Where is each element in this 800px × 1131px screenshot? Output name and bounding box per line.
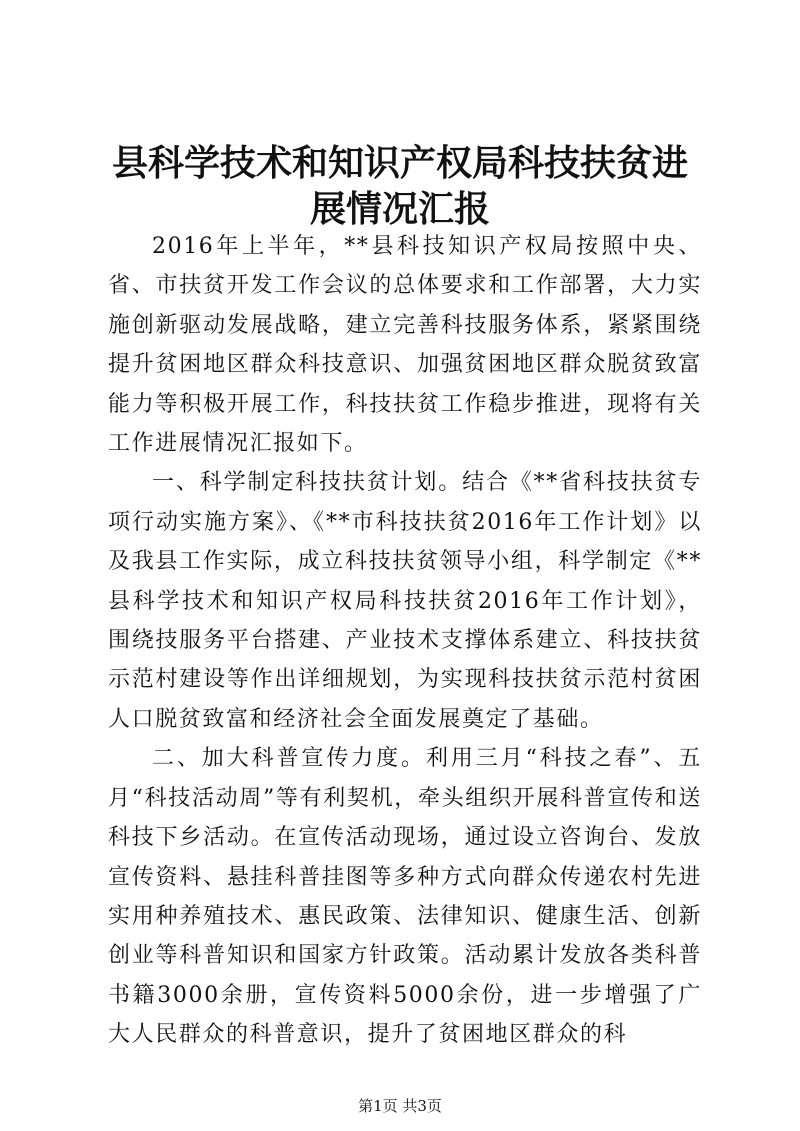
document-title: 县科学技术和知识产权局科技扶贫进展情况汇报	[111, 142, 688, 230]
paragraph-intro: 2016年上半年，**县科技知识产权局按照中央、省、市扶贫开发工作会议的总体要求和工作部署，大力实施创新驱动发展战略，建立完善科技服务体系，紧紧围绕提升贫困地区群众科技意识、加强贫困地区群众脱贫致富能力等积极开展工作，科技扶贫工作稳步推进，现将有关工作进展情况汇报如下。	[108, 234, 702, 457]
paragraph-section-2: 二、加大科普宣传力度。利用三月“科技之春”、五月“科技活动周”等有利契机，牵头组织开展科普宣传和送科技下乡活动。在宣传活动现场，通过设立咨询台、发放宣传资料、悬挂科普挂图等多种方式向群众传递农村先进实用种养殖技术、惠民政策、法律知识、健康生活、创新创业等科普知识和国家方针政策。活动累计发放各类科普书籍3000余册，宣传资料5000余份，进一步增强了广大人民群众的科普意识，提升了贫困地区群众的科	[108, 746, 702, 1048]
page-number-footer: 第1页 共3页	[358, 1097, 442, 1115]
paragraph-section-1: 一、科学制定科技扶贫计划。结合《**省科技扶贫专项行动实施方案》、《**市科技扶贫2016年工作计划》以及我县工作实际，成立科技扶贫领导小组，科学制定《**县科学技术和知识产权局科技扶贫2016年工作计划》，围绕技服务平台搭建、产业技术支撑体系建立、科技扶贫示范村建设等作出详细规划，为实现科技扶贫示范村贫困人口脱贫致富和经济社会全面发展奠定了基础。	[108, 470, 702, 732]
document-body	[108, 227, 702, 1055]
